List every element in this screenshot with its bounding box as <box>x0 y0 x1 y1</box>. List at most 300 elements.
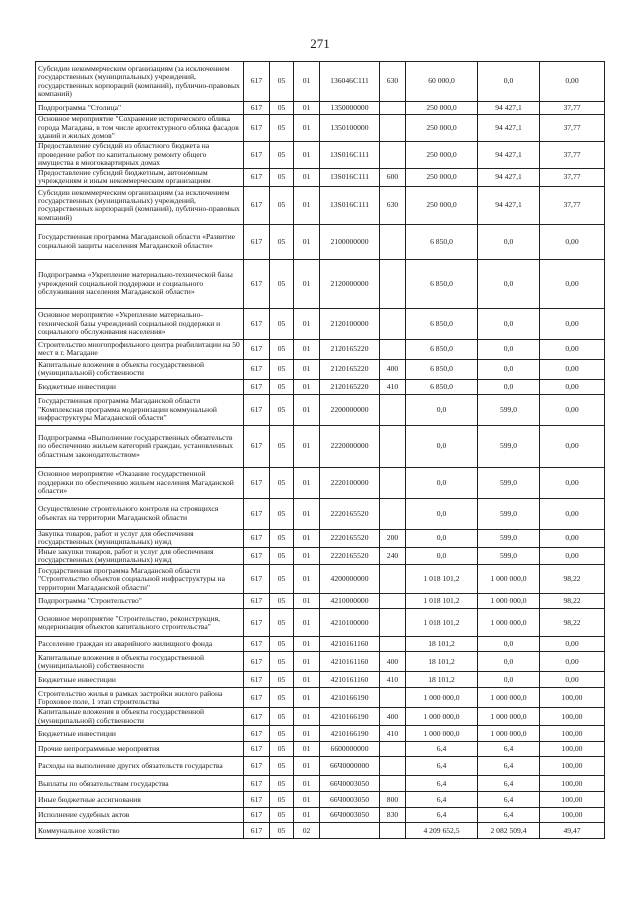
table-cell-fact: 599,0 <box>478 529 540 547</box>
table-cell-pct: 0,00 <box>540 339 605 359</box>
table-row <box>36 776 605 792</box>
table-cell-fact: 0,0 <box>478 672 540 688</box>
table-row <box>36 186 605 224</box>
table-cell-vr: 400 <box>380 359 406 379</box>
table-cell-pct: 0,00 <box>540 308 605 339</box>
table-cell-vr: 800 <box>380 792 406 808</box>
table-row <box>36 609 605 637</box>
table-cell-pct: 98,22 <box>540 594 605 609</box>
table-cell-plan: 6,4 <box>406 776 478 792</box>
table-cell-name: Государственная программа Магаданской области «Развитие социальной защиты населения Магаданской области» <box>36 224 244 259</box>
table-row <box>36 823 605 839</box>
table-cell-pr: 01 <box>294 339 320 359</box>
table-row <box>36 688 605 708</box>
table-cell-rz: 05 <box>270 142 294 169</box>
table-cell-fact: 1 000 000,0 <box>478 708 540 726</box>
table-cell-rz: 05 <box>270 259 294 308</box>
table-cell-rz: 05 <box>270 308 294 339</box>
table-cell-rz: 05 <box>270 359 294 379</box>
table-row <box>36 467 605 498</box>
table-cell-vr: 200 <box>380 529 406 547</box>
table-cell-rz: 05 <box>270 467 294 498</box>
table-cell-name: Подпрограмма "Строительство" <box>36 594 244 609</box>
table-cell-pr: 01 <box>294 498 320 529</box>
table-row <box>36 169 605 187</box>
table-cell-csr: 136046С111 <box>320 62 380 102</box>
table-cell-pct: 0,00 <box>540 529 605 547</box>
table-row <box>36 547 605 565</box>
table-cell-vr: 830 <box>380 808 406 823</box>
table-cell-ved: 617 <box>244 792 270 808</box>
table-cell-ved: 617 <box>244 565 270 594</box>
table-cell-name: Коммунальное хозяйство <box>36 823 244 839</box>
table-cell-pct: 100,00 <box>540 792 605 808</box>
table-cell-plan: 6 850,0 <box>406 308 478 339</box>
table-cell-pr: 01 <box>294 594 320 609</box>
table-cell-fact: 1 000 000,0 <box>478 688 540 708</box>
table-cell-fact: 94 427,1 <box>478 102 540 115</box>
table-cell-pct: 0,00 <box>540 379 605 394</box>
table-cell-name: Основное мероприятие "Строительство, реконструкция, модернизация объектов капитального строительства" <box>36 609 244 637</box>
table-row <box>36 359 605 379</box>
table-cell-csr <box>320 823 380 839</box>
table-cell-plan: 1 018 101,2 <box>406 594 478 609</box>
table-cell-rz: 05 <box>270 115 294 142</box>
table-cell-name: Расходы на выполнение других обязательств государства <box>36 757 244 776</box>
table-cell-csr: 13S016C111 <box>320 142 380 169</box>
table-cell-fact: 599,0 <box>478 498 540 529</box>
table-cell-pr: 01 <box>294 308 320 339</box>
table-cell-pct: 0,00 <box>540 652 605 672</box>
table-cell-name: Подпрограмма «Выполнение государственных обязательств по обеспечению жильем категорий граждан, установленных областным законодательством» <box>36 425 244 467</box>
table-cell-vr: 410 <box>380 379 406 394</box>
table-cell-ved: 617 <box>244 672 270 688</box>
table-cell-pct: 0,00 <box>540 224 605 259</box>
table-cell-vr <box>380 637 406 652</box>
table-cell-vr <box>380 102 406 115</box>
table-cell-pct: 98,22 <box>540 609 605 637</box>
table-cell-pr: 01 <box>294 688 320 708</box>
table-cell-ved: 617 <box>244 379 270 394</box>
table-row <box>36 637 605 652</box>
table-cell-csr: 66Ч0000000 <box>320 757 380 776</box>
table-cell-ved: 617 <box>244 259 270 308</box>
table-cell-pr: 01 <box>294 259 320 308</box>
table-cell-plan: 6 850,0 <box>406 224 478 259</box>
table-cell-ved: 617 <box>244 652 270 672</box>
table-cell-pr: 01 <box>294 224 320 259</box>
table-cell-pct: 100,00 <box>540 742 605 757</box>
table-cell-ved: 617 <box>244 742 270 757</box>
table-cell-fact: 94 427,1 <box>478 186 540 224</box>
table-cell-ved: 617 <box>244 688 270 708</box>
table-cell-plan: 6,4 <box>406 742 478 757</box>
table-cell-csr: 66Ч0003050 <box>320 792 380 808</box>
table-cell-rz: 05 <box>270 498 294 529</box>
table-cell-fact: 2 082 509,4 <box>478 823 540 839</box>
table-cell-vr: 410 <box>380 672 406 688</box>
table-cell-fact: 0,0 <box>478 379 540 394</box>
table-cell-ved: 617 <box>244 776 270 792</box>
table-cell-pct: 100,00 <box>540 708 605 726</box>
table-cell-ved: 617 <box>244 62 270 102</box>
table-cell-name: Расселение граждан из аварийного жилищного фонда <box>36 637 244 652</box>
table-cell-pct: 37,77 <box>540 102 605 115</box>
table-row <box>36 62 605 102</box>
table-row <box>36 115 605 142</box>
table-cell-csr: 2220165520 <box>320 498 380 529</box>
table-cell-fact: 0,0 <box>478 339 540 359</box>
table-cell-rz: 05 <box>270 757 294 776</box>
table-cell-csr: 13S016C111 <box>320 186 380 224</box>
table-cell-pr: 01 <box>294 776 320 792</box>
table-cell-fact: 599,0 <box>478 425 540 467</box>
table-cell-rz: 05 <box>270 529 294 547</box>
table-cell-pr: 01 <box>294 62 320 102</box>
table-cell-plan: 0,0 <box>406 547 478 565</box>
table-cell-pr: 02 <box>294 823 320 839</box>
table-cell-fact: 0,0 <box>478 637 540 652</box>
table-cell-fact: 1 000 000,0 <box>478 565 540 594</box>
table-cell-fact: 94 427,1 <box>478 169 540 187</box>
table-cell-rz: 05 <box>270 708 294 726</box>
table-row <box>36 792 605 808</box>
table-cell-rz: 05 <box>270 823 294 839</box>
table-cell-vr <box>380 308 406 339</box>
table-cell-rz: 05 <box>270 547 294 565</box>
table-cell-ved: 617 <box>244 425 270 467</box>
table-cell-pr: 01 <box>294 652 320 672</box>
table-cell-vr <box>380 565 406 594</box>
table-cell-plan: 1 000 000,0 <box>406 688 478 708</box>
table-row <box>36 726 605 742</box>
table-cell-plan: 6,4 <box>406 808 478 823</box>
table-cell-plan: 250 000,0 <box>406 186 478 224</box>
table-cell-name: Бюджетные инвестиции <box>36 672 244 688</box>
table-cell-csr: 4210166190 <box>320 708 380 726</box>
table-row <box>36 259 605 308</box>
table-cell-csr: 1350000000 <box>320 102 380 115</box>
table-cell-pr: 01 <box>294 379 320 394</box>
table-cell-csr: 4210000000 <box>320 594 380 609</box>
table-cell-vr <box>380 609 406 637</box>
table-cell-ved: 617 <box>244 339 270 359</box>
table-cell-ved: 617 <box>244 308 270 339</box>
table-cell-pct: 100,00 <box>540 688 605 708</box>
table-cell-fact: 6,4 <box>478 757 540 776</box>
table-cell-plan: 6 850,0 <box>406 359 478 379</box>
table-cell-plan: 0,0 <box>406 498 478 529</box>
table-cell-pct: 37,77 <box>540 142 605 169</box>
table-row <box>36 308 605 339</box>
table-cell-csr: 66Ч0003050 <box>320 808 380 823</box>
table-cell-rz: 05 <box>270 808 294 823</box>
table-cell-name: Исполнение судебных актов <box>36 808 244 823</box>
table-cell-rz: 05 <box>270 186 294 224</box>
table-cell-pct: 0,00 <box>540 62 605 102</box>
table-cell-vr <box>380 142 406 169</box>
table-cell-rz: 05 <box>270 726 294 742</box>
table-cell-ved: 617 <box>244 498 270 529</box>
table-cell-pr: 01 <box>294 547 320 565</box>
table-cell-name: Подпрограмма "Столица" <box>36 102 244 115</box>
table-cell-plan: 1 000 000,0 <box>406 726 478 742</box>
table-cell-name: Капитальные вложения в объекты государственной (муниципальной) собственности <box>36 708 244 726</box>
table-cell-fact: 6,4 <box>478 792 540 808</box>
table-cell-rz: 05 <box>270 652 294 672</box>
table-cell-vr <box>380 498 406 529</box>
table-cell-plan: 0,0 <box>406 467 478 498</box>
table-cell-ved: 617 <box>244 547 270 565</box>
table-cell-vr: 240 <box>380 547 406 565</box>
table-cell-pct: 98,22 <box>540 565 605 594</box>
table-cell-pr: 01 <box>294 169 320 187</box>
table-cell-csr: 2200000000 <box>320 394 380 425</box>
table-cell-rz: 05 <box>270 776 294 792</box>
table-cell-pr: 01 <box>294 115 320 142</box>
table-cell-vr: 410 <box>380 726 406 742</box>
table-cell-plan: 250 000,0 <box>406 102 478 115</box>
table-cell-pr: 01 <box>294 565 320 594</box>
table-cell-name: Выплаты по обязательствам государства <box>36 776 244 792</box>
table-cell-vr <box>380 742 406 757</box>
table-cell-csr: 2100000000 <box>320 224 380 259</box>
table-cell-pr: 01 <box>294 726 320 742</box>
table-row <box>36 498 605 529</box>
table-cell-plan: 250 000,0 <box>406 169 478 187</box>
table-cell-csr: 1350100000 <box>320 115 380 142</box>
table-cell-csr: 2120000000 <box>320 259 380 308</box>
table-cell-rz: 05 <box>270 169 294 187</box>
table-cell-pct: 0,00 <box>540 637 605 652</box>
table-cell-fact: 0,0 <box>478 259 540 308</box>
table-cell-pr: 01 <box>294 425 320 467</box>
table-row <box>36 224 605 259</box>
table-cell-pr: 01 <box>294 742 320 757</box>
table-cell-name: Осуществление строительного контроля на строящихся объектах на территории Магаданской области <box>36 498 244 529</box>
table-cell-ved: 617 <box>244 359 270 379</box>
table-cell-ved: 617 <box>244 808 270 823</box>
table-row <box>36 808 605 823</box>
table-cell-rz: 05 <box>270 792 294 808</box>
table-cell-pct: 37,77 <box>540 115 605 142</box>
table-cell-plan: 0,0 <box>406 425 478 467</box>
table-row <box>36 529 605 547</box>
table-cell-fact: 94 427,1 <box>478 115 540 142</box>
table-cell-pct: 100,00 <box>540 808 605 823</box>
table-cell-pct: 0,00 <box>540 259 605 308</box>
table-cell-csr: 2220100000 <box>320 467 380 498</box>
table-cell-plan: 6 850,0 <box>406 259 478 308</box>
table-cell-csr: 4210161160 <box>320 637 380 652</box>
table-cell-csr: 2220165520 <box>320 547 380 565</box>
table-cell-csr: 2120100000 <box>320 308 380 339</box>
table-cell-name: Государственная программа Магаданской области "Строительство объектов социальной инфраструктуры на территории Магаданской области" <box>36 565 244 594</box>
table-cell-fact: 0,0 <box>478 652 540 672</box>
table-cell-rz: 05 <box>270 102 294 115</box>
table-cell-vr: 600 <box>380 169 406 187</box>
table-cell-plan: 18 101,2 <box>406 672 478 688</box>
table-cell-vr <box>380 394 406 425</box>
table-cell-csr: 4210100000 <box>320 609 380 637</box>
table-row <box>36 757 605 776</box>
table-cell-name: Прочие непрограммные мероприятия <box>36 742 244 757</box>
table-cell-ved: 617 <box>244 102 270 115</box>
table-cell-vr <box>380 776 406 792</box>
table-cell-vr <box>380 259 406 308</box>
table-cell-fact: 1 000 000,0 <box>478 726 540 742</box>
table-cell-pr: 01 <box>294 792 320 808</box>
table-cell-plan: 6,4 <box>406 757 478 776</box>
table-cell-vr <box>380 224 406 259</box>
table-cell-name: Капитальные вложения в объекты государственной (муниципальной) собственности <box>36 359 244 379</box>
table-cell-ved: 617 <box>244 394 270 425</box>
table-cell-pr: 01 <box>294 142 320 169</box>
table-cell-rz: 05 <box>270 339 294 359</box>
table-cell-vr: 400 <box>380 652 406 672</box>
table-cell-fact: 1 000 000,0 <box>478 609 540 637</box>
table-cell-vr <box>380 757 406 776</box>
table-cell-fact: 6,4 <box>478 742 540 757</box>
table-row <box>36 142 605 169</box>
table-cell-plan: 4 209 652,5 <box>406 823 478 839</box>
table-cell-vr <box>380 594 406 609</box>
table-cell-ved: 617 <box>244 142 270 169</box>
table-cell-name: Основное мероприятие «Оказание государственной поддержки по обеспечению жильем населения Магаданской области» <box>36 467 244 498</box>
table-cell-plan: 6,4 <box>406 792 478 808</box>
table-cell-name: Строительство многопрофильного центра реабилитации на 50 мест в г. Магадане <box>36 339 244 359</box>
table-cell-rz: 05 <box>270 565 294 594</box>
table-cell-pct: 0,00 <box>540 547 605 565</box>
table-cell-plan: 60 000,0 <box>406 62 478 102</box>
table-cell-fact: 6,4 <box>478 776 540 792</box>
table-cell-pr: 01 <box>294 637 320 652</box>
table-cell-pct: 0,00 <box>540 467 605 498</box>
table-cell-pr: 01 <box>294 529 320 547</box>
table-cell-pr: 01 <box>294 467 320 498</box>
table-cell-name: Субсидии некоммерческим организациям (за исключением государственных (муниципальных) учреждений, государственных корпораций (компаний), публично-правовых компаний) <box>36 186 244 224</box>
table-cell-csr: 2120165220 <box>320 339 380 359</box>
table-cell-csr: 4210161160 <box>320 652 380 672</box>
table-cell-rz: 05 <box>270 425 294 467</box>
table-cell-pr: 01 <box>294 359 320 379</box>
table-cell-ved: 617 <box>244 467 270 498</box>
table-cell-rz: 05 <box>270 672 294 688</box>
table-cell-pr: 01 <box>294 757 320 776</box>
table-cell-ved: 617 <box>244 115 270 142</box>
table-cell-name: Капитальные вложения в объекты государственной (муниципальной) собственности <box>36 652 244 672</box>
table-cell-pr: 01 <box>294 708 320 726</box>
table-cell-fact: 6,4 <box>478 808 540 823</box>
page-number: 271 <box>310 36 330 51</box>
table-cell-name: Основное мероприятие «Укрепление материально-технической базы учреждений социальной поддержки и социального обслуживания населения» <box>36 308 244 339</box>
table-cell-csr: 2220165520 <box>320 529 380 547</box>
table-cell-fact: 0,0 <box>478 308 540 339</box>
table-cell-pct: 37,77 <box>540 169 605 187</box>
table-cell-vr <box>380 339 406 359</box>
table-cell-csr: 4210166190 <box>320 688 380 708</box>
table-cell-ved: 617 <box>244 529 270 547</box>
table-cell-pct: 0,00 <box>540 425 605 467</box>
table-row <box>36 565 605 594</box>
table-cell-fact: 599,0 <box>478 394 540 425</box>
table-cell-rz: 05 <box>270 688 294 708</box>
table-cell-pct: 0,00 <box>540 498 605 529</box>
table-cell-ved: 617 <box>244 757 270 776</box>
table-cell-ved: 617 <box>244 708 270 726</box>
table-cell-vr <box>380 425 406 467</box>
table-cell-rz: 05 <box>270 637 294 652</box>
table-cell-pct: 100,00 <box>540 776 605 792</box>
table-row <box>36 742 605 757</box>
table-cell-ved: 617 <box>244 169 270 187</box>
table-cell-pct: 0,00 <box>540 394 605 425</box>
table-cell-name: Закупка товаров, работ и услуг для обеспечения государственных (муниципальных) нужд <box>36 529 244 547</box>
table-cell-rz: 05 <box>270 742 294 757</box>
table-cell-name: Бюджетные инвестиции <box>36 726 244 742</box>
table-cell-fact: 0,0 <box>478 62 540 102</box>
table-cell-fact: 0,0 <box>478 224 540 259</box>
table-cell-name: Иные бюджетные ассигнования <box>36 792 244 808</box>
table-cell-ved: 617 <box>244 823 270 839</box>
table-cell-pr: 01 <box>294 609 320 637</box>
table-cell-csr: 6600000000 <box>320 742 380 757</box>
table-cell-plan: 1 000 000,0 <box>406 708 478 726</box>
table-cell-fact: 1 000 000,0 <box>478 594 540 609</box>
table-cell-name: Субсидии некоммерческим организациям (за исключением государственных (муниципальных) учреждений, государственных корпораций (компаний), публично-правовых компаний) <box>36 62 244 102</box>
table-cell-ved: 617 <box>244 637 270 652</box>
table-cell-csr: 2220000000 <box>320 425 380 467</box>
table-cell-fact: 0,0 <box>478 359 540 379</box>
table-cell-pct: 49,47 <box>540 823 605 839</box>
table-cell-plan: 1 018 101,2 <box>406 565 478 594</box>
table-cell-vr: 400 <box>380 708 406 726</box>
table-cell-name: Основное мероприятие "Сохранение исторического облика города Магадана, в том числе архитектурного облика фасадов зданий и жилых домов" <box>36 115 244 142</box>
table-row <box>36 652 605 672</box>
table-row <box>36 379 605 394</box>
table-cell-csr: 13S016C111 <box>320 169 380 187</box>
table-cell-csr: 2120165220 <box>320 359 380 379</box>
table-row <box>36 425 605 467</box>
table-cell-pct: 100,00 <box>540 757 605 776</box>
table-cell-name: Предоставление субсидий бюджетным, автономным учреждениям и иным некоммерческим организациям <box>36 169 244 187</box>
table-cell-plan: 18 101,2 <box>406 652 478 672</box>
table-row <box>36 672 605 688</box>
table-cell-name: Иные закупки товаров, работ и услуг для обеспечения государственных (муниципальных) нужд <box>36 547 244 565</box>
table-cell-name: Строительство жилья в рамках застройки жилого района Гороховое поле, 1 этап строительства <box>36 688 244 708</box>
table-cell-pct: 37,77 <box>540 186 605 224</box>
table-row <box>36 594 605 609</box>
table-cell-vr: 630 <box>380 186 406 224</box>
table-cell-vr: 630 <box>380 62 406 102</box>
table-cell-ved: 617 <box>244 224 270 259</box>
table-cell-fact: 599,0 <box>478 467 540 498</box>
table-row <box>36 102 605 115</box>
table-cell-plan: 1 018 101,2 <box>406 609 478 637</box>
table-cell-fact: 599,0 <box>478 547 540 565</box>
table-cell-vr <box>380 688 406 708</box>
table-cell-csr: 4200000000 <box>320 565 380 594</box>
table-cell-csr: 4210166190 <box>320 726 380 742</box>
budget-table <box>35 61 605 839</box>
table-cell-name: Подпрограмма «Укрепление материально-технической базы учреждений социальной поддержки и социального обслуживания населения Магаданской области» <box>36 259 244 308</box>
table-cell-pct: 100,00 <box>540 726 605 742</box>
table-cell-csr: 66Ч0003050 <box>320 776 380 792</box>
table-cell-rz: 05 <box>270 594 294 609</box>
table-cell-ved: 617 <box>244 726 270 742</box>
table-cell-plan: 18 101,2 <box>406 637 478 652</box>
table-cell-name: Государственная программа Магаданской области "Комплексная программа модернизации коммунальной инфраструктуры Магаданской области" <box>36 394 244 425</box>
